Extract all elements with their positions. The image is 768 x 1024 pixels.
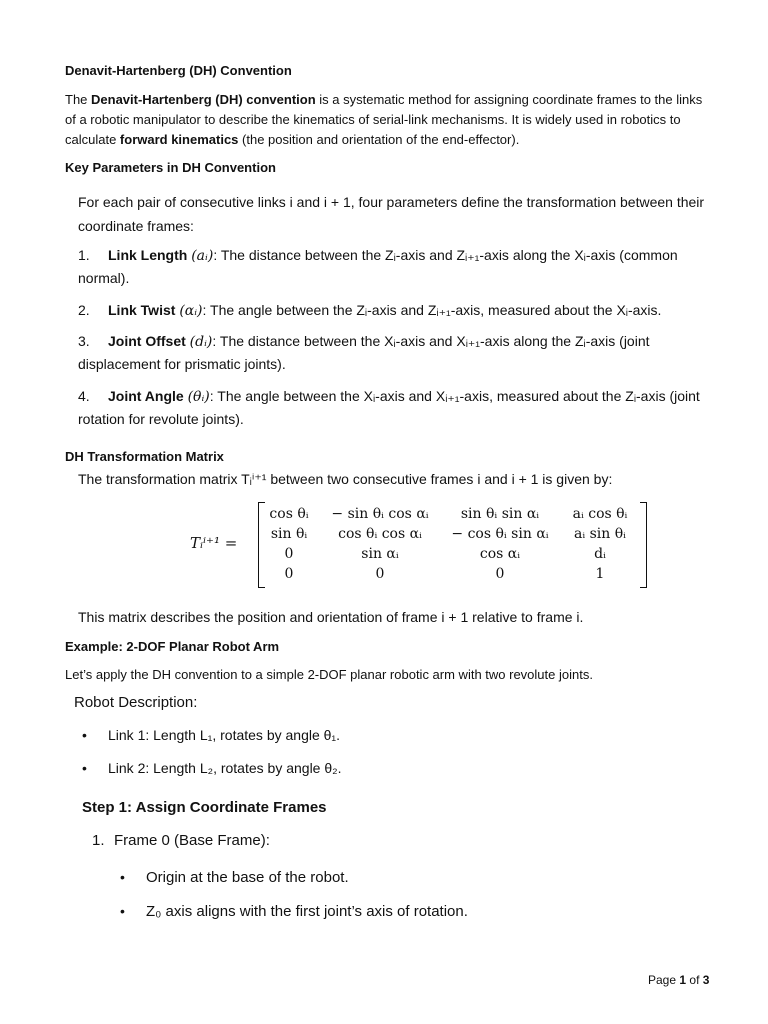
intro-paragraph: The Denavit-Hartenberg (DH) convention is a systematic method for assigning coordinate frames to the links of a robotic manipulator to describe the kinematics of serial-link mechanisms. It is widely used in robotics to calculate forward kinematics (the position and orientation of the end-effector). [65, 92, 703, 147]
page-title: Denavit-Hartenberg (DH) Convention [65, 63, 292, 78]
matrix-heading: DH Transformation Matrix [65, 449, 224, 464]
example-heading: Example: 2-DOF Planar Robot Arm [65, 639, 280, 654]
matrix-right-bracket [640, 502, 647, 588]
matrix-cell: 0 [495, 566, 505, 582]
matrix-cell: 1 [595, 566, 605, 582]
list-item: • Link 1: Length L₁, rotates by angle θ₁. [82, 727, 341, 743]
param-item-3: 3. Joint Offset (dᵢ): The distance between the Xᵢ-axis and Xᵢ₊₁-axis along the Zᵢ-axis (joint displacement for prismatic joints). [78, 333, 650, 372]
matrix-cell: − sin θᵢ cos αᵢ [331, 506, 429, 522]
matrix-cell: cos θᵢ cos αᵢ [338, 526, 422, 542]
matrix-lhs: Tᵢⁱ⁺¹ = [190, 534, 238, 552]
matrix-intro: The transformation matrix Tᵢⁱ⁺¹ between two consecutive frames i and i + 1 is given by: [78, 471, 613, 487]
page-footer: Page 1 of 3 [648, 973, 710, 987]
matrix-cell: sin αᵢ [361, 546, 399, 562]
param-item-4: 4. Joint Angle (θᵢ): The angle between the Xᵢ-axis and Xᵢ₊₁-axis, measured about the Zᵢ-axis (joint rotation for revolute joints). [78, 388, 700, 427]
matrix-cell: dᵢ [594, 546, 606, 562]
matrix-cell: sin θᵢ sin αᵢ [460, 506, 540, 522]
matrix-note: This matrix describes the position and orientation of frame i + 1 relative to frame i. [78, 609, 584, 625]
list-item: • Link 2: Length L₂, rotates by angle θ₂. [82, 760, 342, 776]
matrix-cell: 0 [375, 566, 385, 582]
param-item-2: 2. Link Twist (αᵢ): The angle between the Zᵢ-axis and Zᵢ₊₁-axis, measured about the Xᵢ-axis. [78, 302, 662, 319]
matrix-cell: aᵢ cos θᵢ [572, 506, 628, 522]
matrix-cell: sin θᵢ [270, 526, 308, 542]
step1-heading: Step 1: Assign Coordinate Frames [82, 799, 327, 816]
matrix-cell: − cos θᵢ sin αᵢ [451, 526, 549, 542]
matrix-cell: cos θᵢ [269, 506, 309, 522]
matrix-cell: 0 [284, 566, 294, 582]
list-item: • Origin at the base of the robot. [120, 869, 349, 886]
dh-matrix [190, 502, 650, 592]
param-item-1: 1. Link Length (aᵢ): The distance between the Zᵢ-axis and Zᵢ₊₁-axis along the Xᵢ-axis (common normal). [78, 247, 678, 286]
list-item: • Z₀ axis aligns with the first joint’s axis of rotation. [120, 903, 468, 920]
example-intro: Let’s apply the DH convention to a simple 2-DOF planar robotic arm with two revolute joints. [65, 667, 593, 682]
step1-item-1: 1. Frame 0 (Base Frame): [92, 832, 270, 849]
key-params-intro: For each pair of consecutive links i and i + 1, four parameters define the transformation between their coordinate frames: [78, 194, 705, 234]
key-params-heading: Key Parameters in DH Convention [65, 160, 276, 175]
matrix-cell: cos αᵢ [479, 546, 521, 562]
matrix-cell: aᵢ sin θᵢ [574, 526, 626, 542]
robot-desc-heading: Robot Description: [74, 694, 198, 711]
matrix-cell: 0 [284, 546, 294, 562]
